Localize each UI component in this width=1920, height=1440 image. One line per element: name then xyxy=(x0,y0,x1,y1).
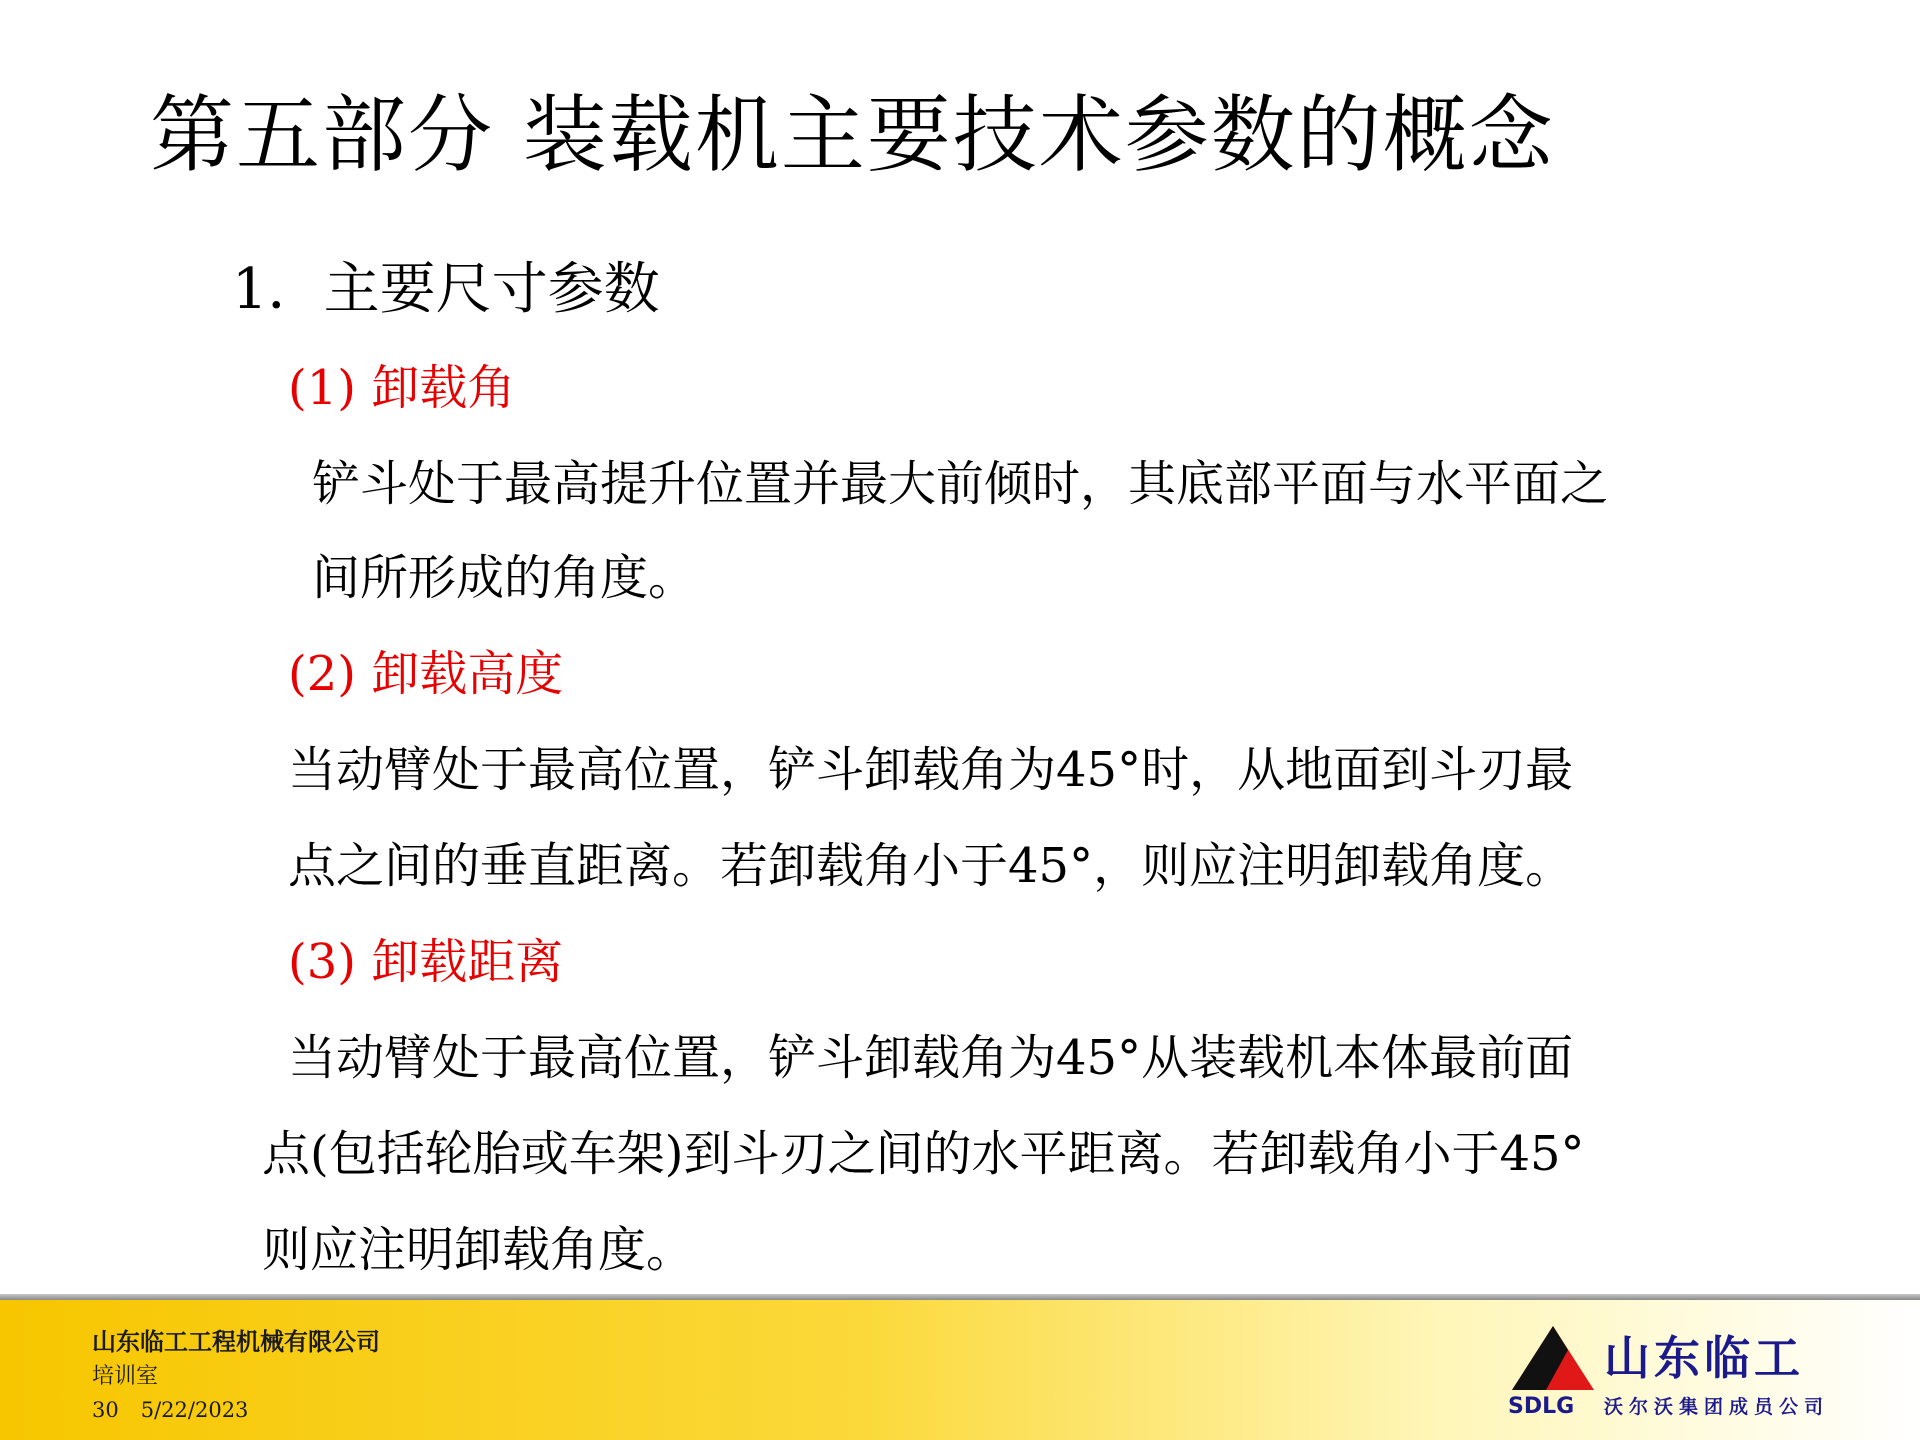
item-text-line: 当动臂处于最高位置，铲斗卸载角为45°从装载机本体最前面 xyxy=(288,1030,1574,1086)
logo-subtitle: 沃尔沃集团成员公司 xyxy=(1604,1396,1830,1418)
slide-date: 5/22/2023 xyxy=(140,1398,249,1422)
triangle-logo-icon xyxy=(1508,1322,1598,1394)
page-info xyxy=(92,1395,248,1425)
section-heading: 1．主要尺寸参数 xyxy=(232,257,660,322)
item-heading-unloading-distance: (3) 卸载距离 xyxy=(288,934,564,990)
company-logo xyxy=(1508,1322,1848,1422)
logo-brand: SDLG xyxy=(1508,1394,1575,1419)
page-number: 30 xyxy=(92,1398,119,1422)
item-text-line: 铲斗处于最高提升位置并最大前倾时，其底部平面与水平面之 xyxy=(312,456,1609,512)
item-text-line: 点(包括轮胎或车架)到斗刃之间的水平距离。若卸载角小于45° xyxy=(262,1126,1585,1182)
logo-text: 山东临工 xyxy=(1604,1331,1804,1385)
item-text-line: 点之间的垂直距离。若卸载角小于45°，则应注明卸载角度。 xyxy=(288,838,1574,894)
item-text-line: 间所形成的角度。 xyxy=(312,550,697,606)
item-heading-unloading-height: (2) 卸载高度 xyxy=(288,646,564,702)
company-name: 山东临工工程机械有限公司 xyxy=(92,1328,380,1356)
item-heading-unloading-angle: (1) 卸载角 xyxy=(288,360,516,416)
slide-title: 第五部分 装载机主要技术参数的概念 xyxy=(150,86,1555,184)
item-text-line: 当动臂处于最高位置，铲斗卸载角为45°时，从地面到斗刃最 xyxy=(288,742,1574,798)
item-text-line: 则应注明卸载角度。 xyxy=(262,1222,695,1278)
department-name: 培训室 xyxy=(92,1364,159,1389)
